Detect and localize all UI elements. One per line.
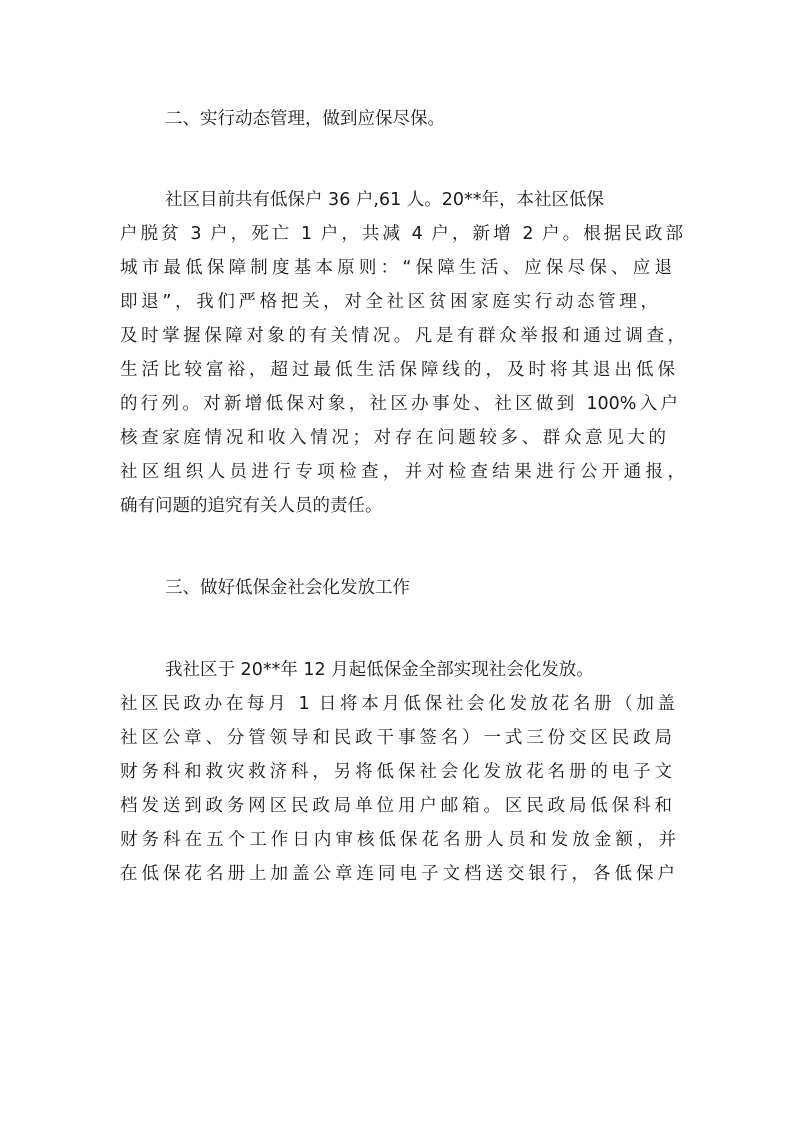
paragraph-line: 城市最低保障制度基本原则：“保障生活、应保尽保、应退 xyxy=(120,258,672,278)
paragraph-line: 我社区于 20**年 12 月起低保金全部实现社会化发放。 xyxy=(165,660,594,680)
paragraph-line: 确有问题的追究有关人员的责任。 xyxy=(120,496,383,516)
paragraph-line: 社区公章、分管领导和民政干事签名）一式三份交区民政局 xyxy=(120,728,672,748)
section-heading-2: 二、实行动态管理，做到应保尽保。 xyxy=(165,109,445,129)
paragraph-line: 财务科在五个工作日内审核低保花名册人员和发放金额，并 xyxy=(120,830,676,850)
paragraph-line: 的行列。对新增低保对象，社区办事处、社区做到 100%入户 xyxy=(120,394,678,414)
paragraph-line: 财务科和救灾救济科，另将低保社会化发放花名册的电子文 xyxy=(120,762,672,782)
paragraph-line: 即退”，我们严格把关，对全社区贫困家庭实行动态管理， xyxy=(120,292,658,312)
paragraph-line: 及时掌握保障对象的有关情况。凡是有群众举报和通过调查， xyxy=(120,326,685,346)
paragraph-line: 生活比较富裕，超过最低生活保障线的，及时将其退出低保 xyxy=(120,360,675,380)
paragraph-line: 档发送到政务网区民政局单位用户邮箱。区民政局低保科和 xyxy=(120,796,672,816)
paragraph-line: 核查家庭情况和收入情况；对存在问题较多、群众意见大的 xyxy=(120,428,666,448)
section-heading-3: 三、做好低保金社会化发放工作 xyxy=(165,578,410,598)
paragraph-line: 社区民政办在每月 1 日将本月低保社会化发放花名册（加盖 xyxy=(120,694,675,714)
paragraph-line: 户脱贫 3 户，死亡 1 户，共减 4 户，新增 2 户。根据民政部 xyxy=(120,224,683,244)
paragraph-line: 社区目前共有低保户 36 户,61 人。20**年，本社区低保 xyxy=(165,190,605,210)
paragraph-line: 在低保花名册上加盖公章连同电子文档送交银行，各低保户 xyxy=(120,864,675,884)
paragraph-line: 社区组织人员进行专项检查，并对检查结果进行公开通报， xyxy=(120,462,685,482)
